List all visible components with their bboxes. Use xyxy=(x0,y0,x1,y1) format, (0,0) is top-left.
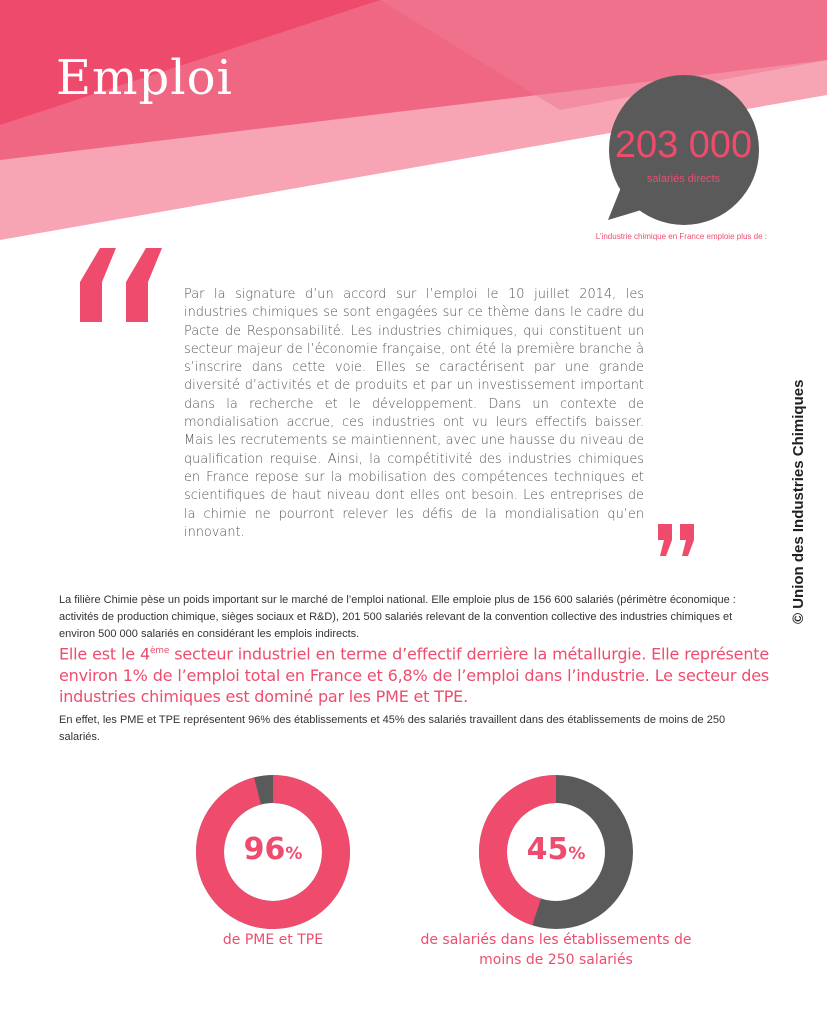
donut-value-pme xyxy=(193,832,353,867)
donut-number: 96 xyxy=(243,832,286,867)
intro-paragraph: La filière Chimie pèse un poids important sur le marché de l’emploi national. Elle emploie plus de 156 600 salariés (périmètre économique : activités de production chimique, sièges sociaux et R&D), 201 500 salariés relevant de la convention collective des industries chimiques et environ 500 000 salariés en considérant les emplois indirects. xyxy=(59,594,736,640)
page-title: Emploi xyxy=(56,50,233,106)
stat-number: 203 000 xyxy=(614,124,753,166)
donut-unit: % xyxy=(568,844,586,864)
quote-text: Par la signature d’un accord sur l’emploi le 10 juillet 2014, les industries chimiques se sont engagées sur ce thème dans le cadre du Pacte de Responsabilité. Les industries chimiques, qui constituent un secteur majeur de l’économie française, ont été la première branche à s’inscrire dans cette voie. Elles se caractérisent par une grande diversité d’activités et de produits et par un investissement important dans la recherche et le développement. Dans un contexte de mondialisation accrue, ces industries ont vu leurs effectifs baisser. Mais les recrutements se maintiennent, avec une hausse du niveau de qualification requise. Ainsi, la compétitivité des industries chimiques en France repose sur la mobilisation des compétences techniques et scientifiques de haut niveau dont elles ont besoin. Les entreprises de la chimie ne pourront relever les défis de la mondialisation qu’en innovant. xyxy=(184,287,644,540)
ordinal-suffix: ème xyxy=(149,646,170,656)
open-quote-icon xyxy=(80,248,170,328)
donut-label-pme: de PME et TPE xyxy=(222,932,324,948)
donut-unit: % xyxy=(285,844,303,864)
highlight-paragraph xyxy=(59,641,769,708)
highlight-text-start: Elle est le 4 xyxy=(59,644,150,664)
donut-value-salaries xyxy=(476,832,636,867)
stat-intro: L’industrie chimique en France emploie plus de : xyxy=(595,232,767,241)
close-quote-icon xyxy=(658,524,696,556)
photo-credit: © Union des Industries Chimiques xyxy=(790,379,807,624)
detail-paragraph: En effet, les PME et TPE représentent 96% des établissements et 45% des salariés travaillent dans des établissements de moins de 250 salariés. xyxy=(59,714,726,743)
stat-caption: salariés directs xyxy=(646,173,721,185)
donut-label-salaries: de salariés dans les établissements de moins de 250 salariés xyxy=(420,932,692,968)
highlight-text-end: secteur industriel en terme d’effectif derrière la métallurgie. Elle représente environ 1% de l’emploi total en France et 6,8% de l’emploi dans l’industrie. Le secteur des industries chimiques est dominé par les PME et TPE. xyxy=(59,644,769,707)
donut-number: 45 xyxy=(526,832,569,867)
